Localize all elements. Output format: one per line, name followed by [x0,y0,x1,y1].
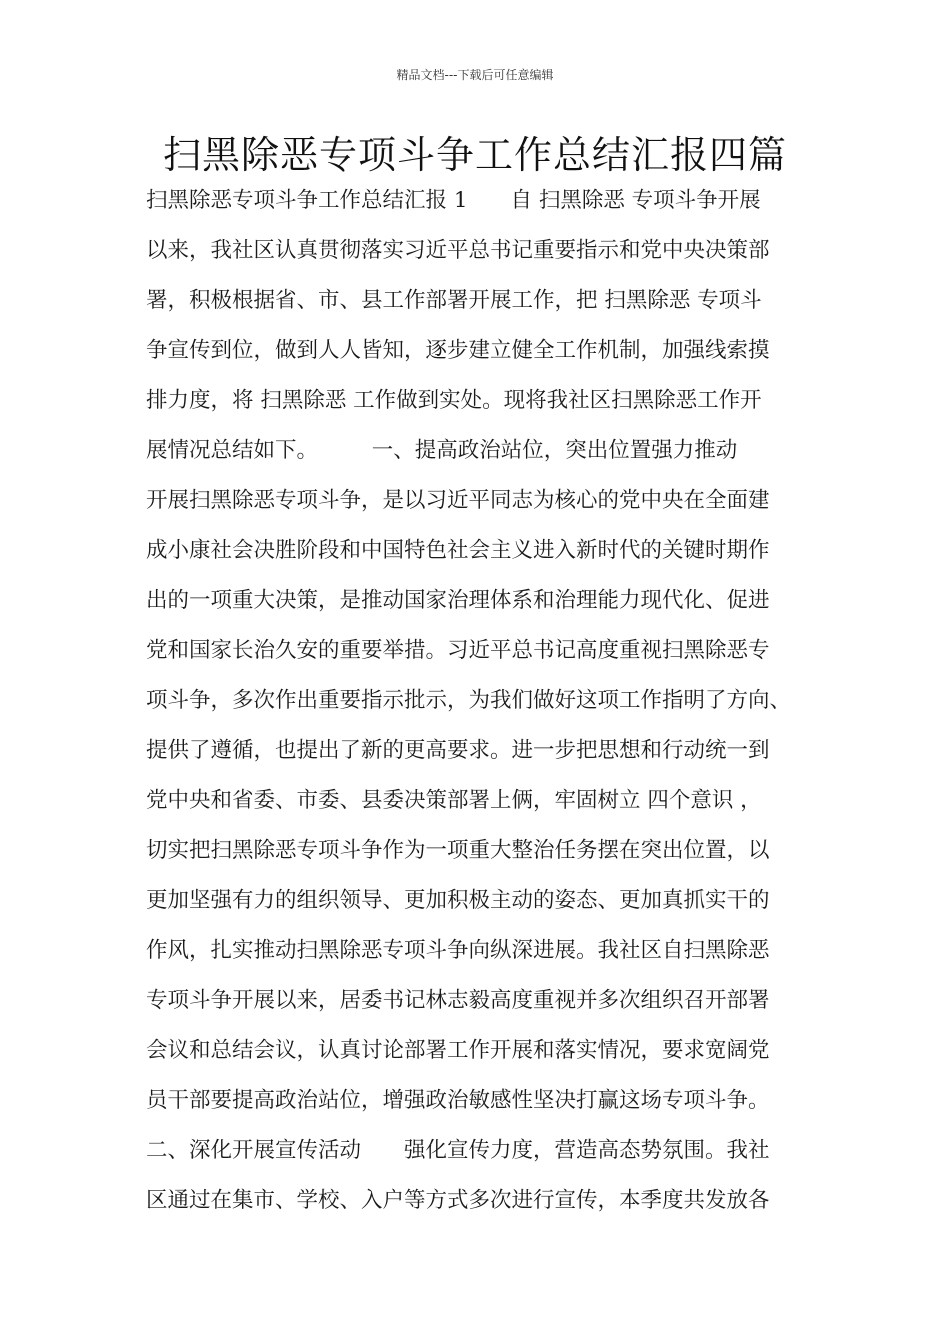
body-line: 会议和总结会议，认真讨论部署工作开展和落实情况，要求宽阔党 [146,1038,770,1063]
body-line: 员干部要提高政治站位，增强政治敏感性坚决打赢这场专项斗争。 [146,1088,770,1113]
body-line: 党中央和省委、市委、县委决策部署上俩，牢固树立 四个意识 ， [146,788,762,813]
body-line: 争宣传到位，做到人人皆知，逐步建立健全工作机制，加强线索摸 [146,338,770,363]
header-note: 精品文档---下载后可任意编辑 [396,68,554,82]
body-line: 成小康社会决胜阶段和中国特色社会主义进入新时代的关键时期作 [146,538,770,563]
body-line: 出的一项重大决策，是推动国家治理体系和治理能力现代化、促进 [146,588,770,613]
body-line: 排力度，将 扫黑除恶 工作做到实处。现将我社区扫黑除恶工作开 [146,388,762,413]
body-line: 展情况总结如下。 一、提高政治站位，突出位置强力推动 [146,438,738,463]
body-line: 开展扫黑除恶专项斗争，是以习近平同志为核心的党中央在全面建 [146,488,770,513]
body-line: 以来，我社区认真贯彻落实习近平总书记重要指示和党中央决策部 [146,238,770,263]
body-line: 党和国家长治久安的重要举措。习近平总书记高度重视扫黑除恶专 [146,638,770,663]
body-line: 区通过在集市、学校、入户等方式多次进行宣传，本季度共发放各 [146,1188,770,1213]
body-line: 署，积极根据省、市、县工作部署开展工作，把 扫黑除恶 专项斗 [146,288,762,313]
body-line: 二、深化开展宣传活动 强化宣传力度，营造高态势氛围。我社 [146,1138,770,1163]
body-line: 项斗争，多次作出重要指示批示，为我们做好这项工作指明了方向、 [146,688,792,713]
document-title: 扫黑除恶专项斗争工作总结汇报四篇 [162,133,787,177]
body-line: 切实把扫黑除恶专项斗争作为一项重大整治任务摆在突出位置，以 [146,838,770,863]
body-line: 作风，扎实推动扫黑除恶专项斗争向纵深进展。我社区自扫黑除恶 [146,938,770,963]
body-text [146,176,826,1226]
body-line: 专项斗争开展以来，居委书记林志毅高度重视并多次组织召开部署 [146,988,770,1013]
body-line: 提供了遵循，也提出了新的更高要求。进一步把思想和行动统一到 [146,738,770,763]
body-line: 扫黑除恶专项斗争工作总结汇报 1 自 扫黑除恶 专项斗争开展 [146,188,761,213]
body-line: 更加坚强有力的组织领导、更加积极主动的姿态、更加真抓实干的 [146,888,770,913]
